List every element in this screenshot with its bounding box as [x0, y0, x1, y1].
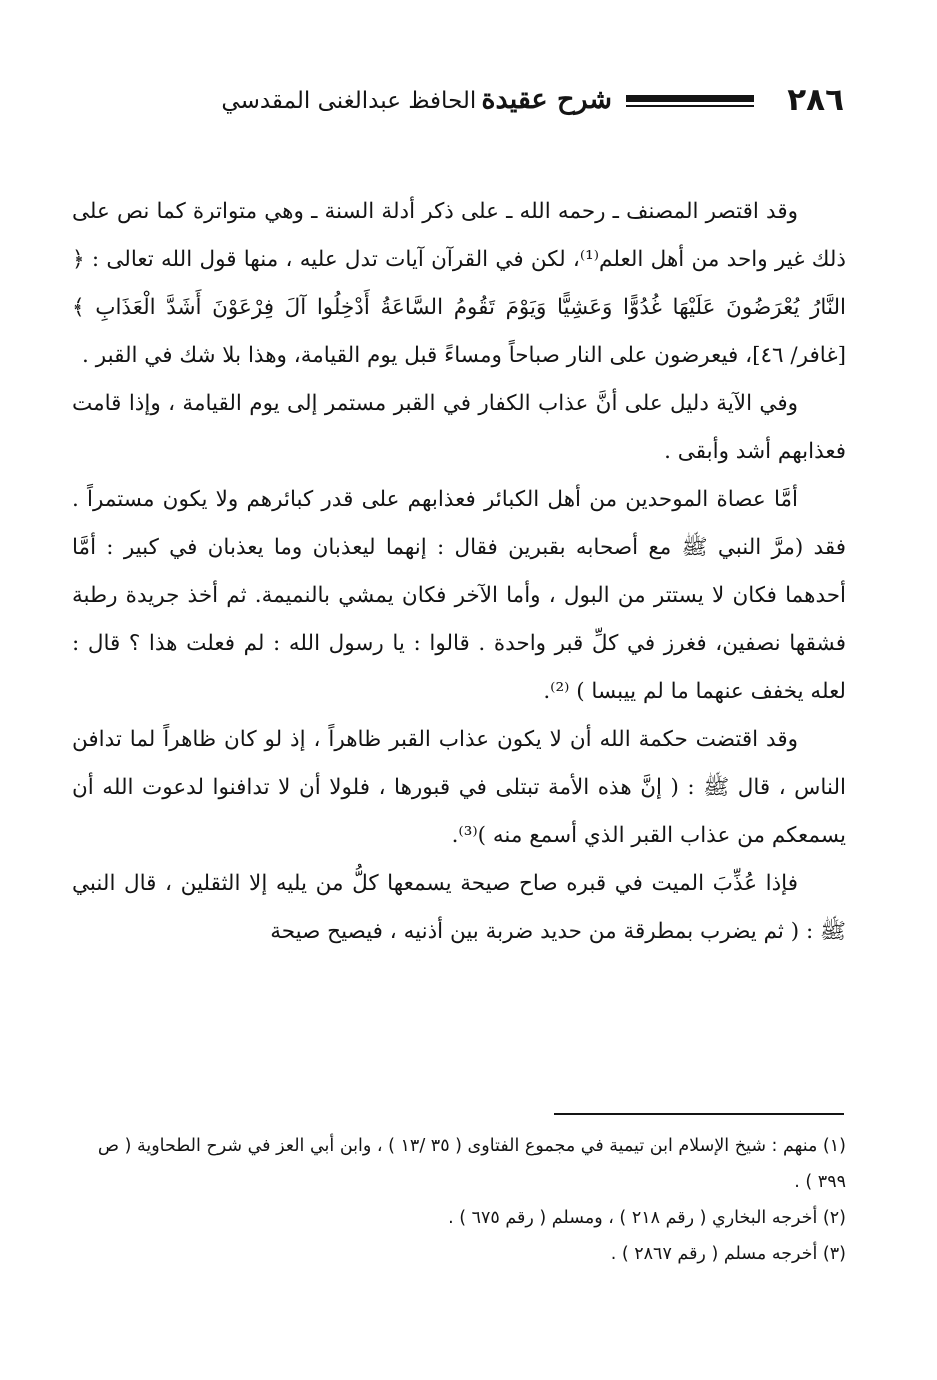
footnote-separator — [554, 1113, 844, 1115]
page-header — [30, 78, 844, 128]
page-number: ٢٨٦ — [787, 82, 844, 118]
footnote-3: (٣) أخرجه مسلم ( رقم ٢٨٦٧ ) . — [610, 1244, 846, 1264]
paragraph-1: وقد اقتصر المصنف ـ رحمه الله ـ على ذكر أدلة السنة ـ وهي متواترة كما نص على ذلك غير واحد من أهل العلم⁽¹⁾، لكن في القرآن آيات تدل عليه ، منها قول الله تعالى : ﴿ النَّارُ يُعْرَضُونَ عَلَيْهَا غُدُوًّا وَعَشِيًّا وَيَوْمَ تَقُومُ السَّاعَةُ أَدْخِلُوا آلَ فِرْعَوْنَ أَشَدَّ الْعَذَابِ ﴾ [غافر/ ٤٦]، فيعرضون على النار صباحاً ومساءً قبل يوم القيامة، وهذا بلا شك في القبر . — [72, 199, 846, 368]
paragraph-5: فإذا عُذِّبَ الميت في قبره صاح صيحة يسمعها كلُّ من يليه إلا الثقلين ، قال النبي ﷺ : ( ثم يضرب بمطرقة من حديد ضربة بين أذنيه ، فيصيح صيحة — [72, 871, 846, 944]
footnotes — [72, 1128, 846, 1272]
running-title — [221, 80, 612, 123]
paragraph-4: وقد اقتضت حكمة الله أن لا يكون عذاب القبر ظاهراً ، إذ لو كان ظاهراً لما تدافن الناس ، قال ﷺ : ( إنَّ هذه الأمة تبتلى في قبورها ، فلولا أن لا تدافنوا لدعوت الله أن يسمعكم من عذاب القبر الذي أسمع منه )⁽³⁾. — [72, 727, 846, 848]
running-title-bold: شرح عقيدة — [481, 84, 612, 115]
footnote-1: (١) منهم : شيخ الإسلام ابن تيمية في مجموع الفتاوى ( ٣٥ /١٣ ) ، وابن أبي العز في شرح الطحاوية ( ص ٣٩٩ ) . — [97, 1136, 846, 1192]
paragraph-3: أمَّا عصاة الموحدين من أهل الكبائر فعذابهم على قدر كبائرهم ولا يكون مستمراً . فقد (مرَّ النبي ﷺ مع أصحابه بقبرين فقال : إنهما ليعذبان وما يعذبان في كبير : أمَّا أحدهما فكان لا يستتر من البول ، وأما الآخر فكان يمشي بالنميمة. ثم أخذ جريدة رطبة فشقها نصفين، فغرز في كلِّ قبر واحدة . قالوا : يا رسول الله : لم فعلت هذا ؟ قال : لعله يخفف عنهما ما لم ييبسا ) ⁽²⁾. — [72, 487, 846, 704]
paragraph-2: وفي الآية دليل على أنَّ عذاب الكفار في القبر مستمر إلى يوم القيامة ، وإذا قامت فعذابهم أشد وأبقى . — [72, 391, 846, 464]
header-rule — [626, 95, 754, 102]
body-text — [72, 188, 846, 1108]
footnote-2: (٢) أخرجه البخاري ( رقم ٢١٨ ) ، ومسلم ( رقم ٦٧٥ ) . — [448, 1208, 846, 1228]
running-title-rest: الحافظ عبدالغنى المقدسي — [221, 88, 477, 114]
